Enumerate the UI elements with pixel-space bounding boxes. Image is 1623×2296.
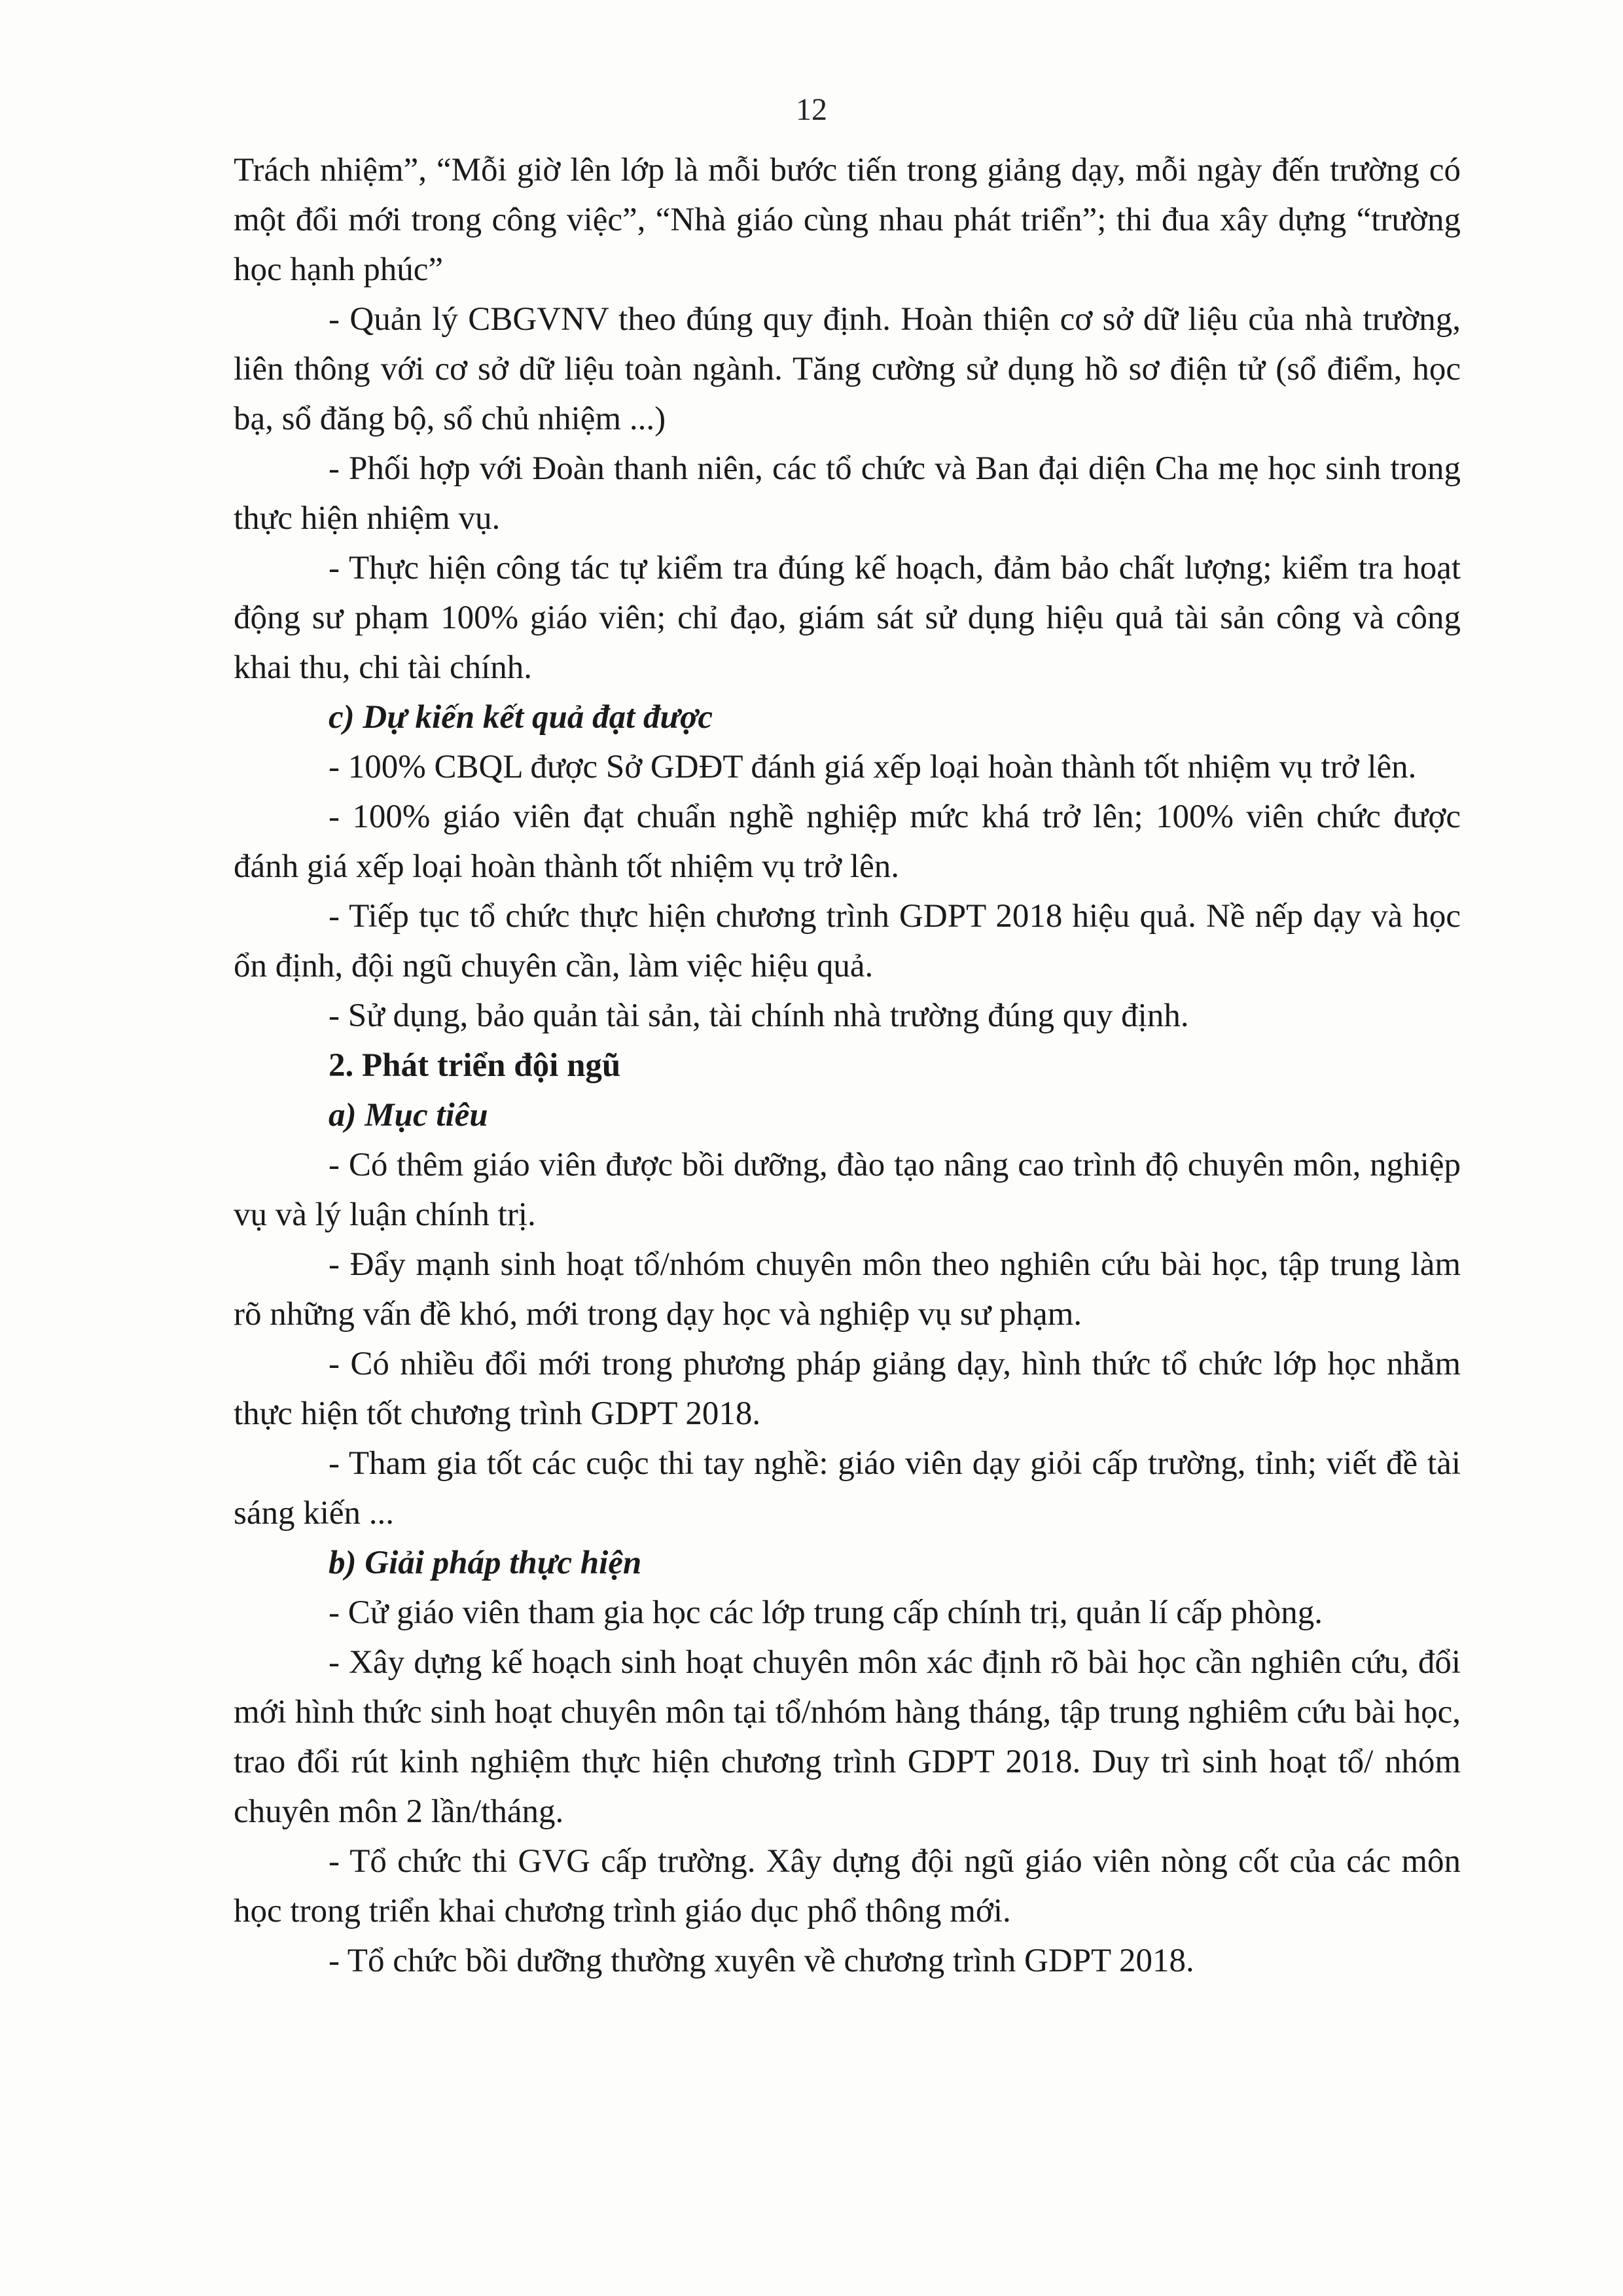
paragraph-bullet: - Sử dụng, bảo quản tài sản, tài chính nhà trường đúng quy định.	[329, 997, 1189, 1034]
paragraph-intro: Trách nhiệm”, “Mỗi giờ lên lớp là mỗi bước tiến trong giảng dạy, mỗi ngày đến trường có một đổi mới trong công việc”, “Nhà giáo cùng nhau phát triển”; thi đua xây dựng “trường học hạnh phúc”	[234, 152, 1461, 288]
paragraph-bullet: - Phối hợp với Đoàn thanh niên, các tổ chức và Ban đại diện Cha mẹ học sinh trong thực hiện nhiệm vụ.	[234, 450, 1461, 537]
paragraph-bullet: - Có nhiều đổi mới trong phương pháp giảng dạy, hình thức tổ chức lớp học nhằm thực hiện tốt chương trình GDPT 2018.	[234, 1346, 1461, 1432]
section-heading-objectives: a) Mục tiêu	[329, 1097, 488, 1134]
paragraph-bullet: - Tổ chức bồi dưỡng thường xuyên về chương trình GDPT 2018.	[329, 1943, 1194, 1979]
paragraph-bullet: - Tổ chức thi GVG cấp trường. Xây dựng đội ngũ giáo viên nòng cốt của các môn học trong triển khai chương trình giáo dục phổ thông mới.	[234, 1843, 1461, 1929]
section-heading-expected-results: c) Dự kiến kết quả đạt được	[329, 699, 713, 736]
paragraph-bullet: - Xây dựng kế hoạch sinh hoạt chuyên môn xác định rõ bài học cần nghiên cứu, đổi mới hình thức sinh hoạt chuyên môn tại tổ/nhóm hàng tháng, tập trung nghiêm cứu bài học, trao đổi rút kinh nghiệm thực hiện chương trình GDPT 2018. Duy trì sinh hoạt tổ/ nhóm chuyên môn 2 lần/tháng.	[234, 1644, 1461, 1830]
paragraph-bullet: - 100% CBQL được Sở GDĐT đánh giá xếp loại hoàn thành tốt nhiệm vụ trở lên.	[329, 749, 1417, 785]
document-body	[234, 145, 1461, 1986]
section-heading-staff-development: 2. Phát triển đội ngũ	[329, 1047, 621, 1084]
paragraph-bullet: - Thực hiện công tác tự kiểm tra đúng kế hoạch, đảm bảo chất lượng; kiểm tra hoạt động sư phạm 100% giáo viên; chỉ đạo, giám sát sử dụng hiệu quả tài sản công và công khai thu, chi tài chính.	[234, 550, 1461, 686]
paragraph-bullet: - Quản lý CBGVNV theo đúng quy định. Hoàn thiện cơ sở dữ liệu của nhà trường, liên thông với cơ sở dữ liệu toàn ngành. Tăng cường sử dụng hồ sơ điện tử (sổ điểm, học bạ, sổ đăng bộ, sổ chủ nhiệm ...)	[234, 301, 1461, 437]
paragraph-bullet: - Có thêm giáo viên được bồi dưỡng, đào tạo nâng cao trình độ chuyên môn, nghiệp vụ và lý luận chính trị.	[234, 1147, 1461, 1233]
paragraph-bullet: - 100% giáo viên đạt chuẩn nghề nghiệp mức khá trở lên; 100% viên chức được đánh giá xếp loại hoàn thành tốt nhiệm vụ trở lên.	[234, 798, 1461, 885]
paragraph-bullet: - Đẩy mạnh sinh hoạt tổ/nhóm chuyên môn theo nghiên cứu bài học, tập trung làm rõ những vấn đề khó, mới trong dạy học và nghiệp vụ sư phạm.	[234, 1246, 1461, 1333]
paragraph-bullet: - Tiếp tục tổ chức thực hiện chương trình GDPT 2018 hiệu quả. Nề nếp dạy và học ổn định, đội ngũ chuyên cần, làm việc hiệu quả.	[234, 898, 1461, 984]
section-heading-solutions: b) Giải pháp thực hiện	[329, 1545, 642, 1581]
paragraph-bullet: - Cử giáo viên tham gia học các lớp trung cấp chính trị, quản lí cấp phòng.	[329, 1594, 1323, 1631]
paragraph-bullet: - Tham gia tốt các cuộc thi tay nghề: giáo viên dạy giỏi cấp trường, tỉnh; viết đề tài sáng kiến ...	[234, 1445, 1461, 1532]
page-number: 12	[796, 92, 827, 127]
